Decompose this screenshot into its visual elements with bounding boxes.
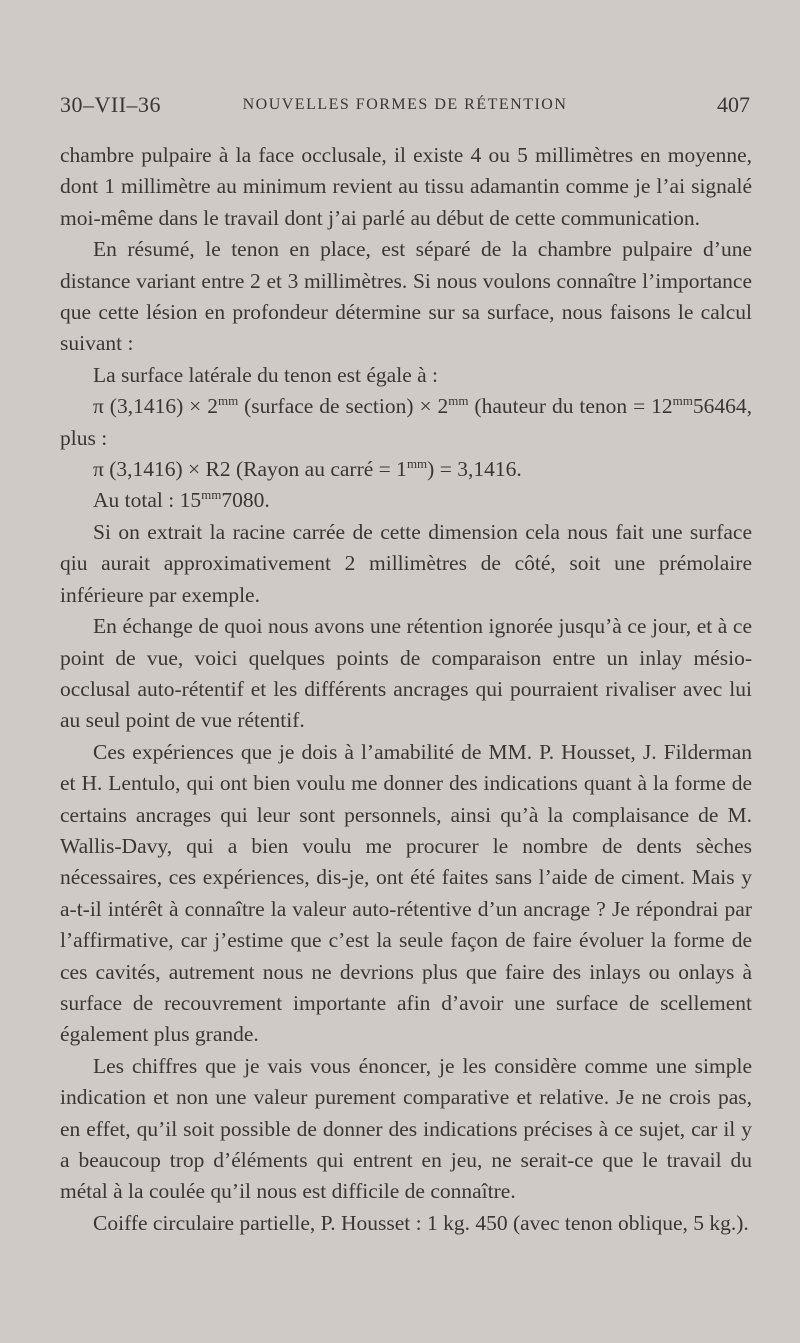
paragraph: La surface latérale du tenon est égale à : [93, 362, 439, 387]
paragraph: Les chiffres que je vais vous énoncer, je les considère comme une simple indication et non une valeur purement comparative et relative. Je ne crois pas, en effet, qu’il soit possible de donner des indications précises à ce sujet, car il y a beaucoup trop d’éléments qui entrent en jeu, ne serait-ce que le travail du métal à la coulée qu’il nous est difficile de connaître. [60, 1053, 752, 1204]
paragraph: chambre pulpaire à la face occlusale, il existe 4 ou 5 millimètres en moyenne, dont 1 millimètre au minimum revient au tissu adamantin comme je l’ai signalé moi-même dans le travail dont j’ai parlé au début de cette communication. [60, 143, 752, 230]
total-line: Au total : $15^{mm}7080$. [93, 487, 270, 513]
equation-line: π (3,1416) × R2 (Rayon au carré = $1^{mm}) = 3,1416$. [93, 456, 522, 482]
header-date: 30–VII–36 [60, 92, 162, 117]
header-title: NOUVELLES FORMES DE RÉTENTION [242, 96, 568, 113]
page-body [60, 140, 752, 1239]
paragraph: Si on extrait la racine carrée de cette dimension cela nous fait une surface qiu aurait approximativement 2 millimètres de côté, soit une prémolaire inférieure par exemple. [60, 519, 752, 607]
paragraph: Coiffe circulaire partielle, P. Housset : 1 kg. 450 (avec tenon oblique, 5 kg.). [93, 1210, 749, 1235]
equation-line: π $(3,1416) \times 2^{mm}$ (surface de section) × $2^{mm}$ (hauteur du tenon = $12^{mm}56464$, plus : [60, 393, 752, 450]
paragraph: Ces expériences que je dois à l’amabilité de MM. P. Housset, J. Filderman et H. Lentulo, qui ont bien voulu me donner des indications quant à la forme de certains ancrages qui leur sont personnels, ainsi qu’à la complaisance de M. Wallis-Davy, qui a bien voulu me procurer le nombre de dents sèches nécessaires, ces expériences, dis-je, ont été faites sans l’aide de ciment. Mais y a-t-il intérêt à connaître la valeur auto-rétentive d’un ancrage ? Je répondrai par l’affirmative, car j’estime que c’est la seule façon de faire évoluer la forme de ces cavités, autrement nous ne devrions plus que faire des inlays ou onlays à surface de recouvrement importante afin d’avoir une surface de scellement également plus grande. [60, 739, 752, 1047]
paragraph: En résumé, le tenon en place, est séparé de la chambre pulpaire d’une distance variant entre 2 et 3 millimètres. Si nous voulons connaître l’importance que cette lésion en profondeur détermine sur sa surface, nous faisons le calcul suivant : [60, 237, 752, 356]
page-number: 407 [717, 92, 750, 117]
paragraph: En échange de quoi nous avons une rétention ignorée jusqu’à ce jour, et à ce point de vue, voici quelques points de comparaison entre un inlay mésio-occlusal auto-rétentif et les différents ancrages qui pourraient rivaliser avec lui au seul point de vue rétentif. [60, 614, 752, 733]
running-header [60, 92, 750, 122]
